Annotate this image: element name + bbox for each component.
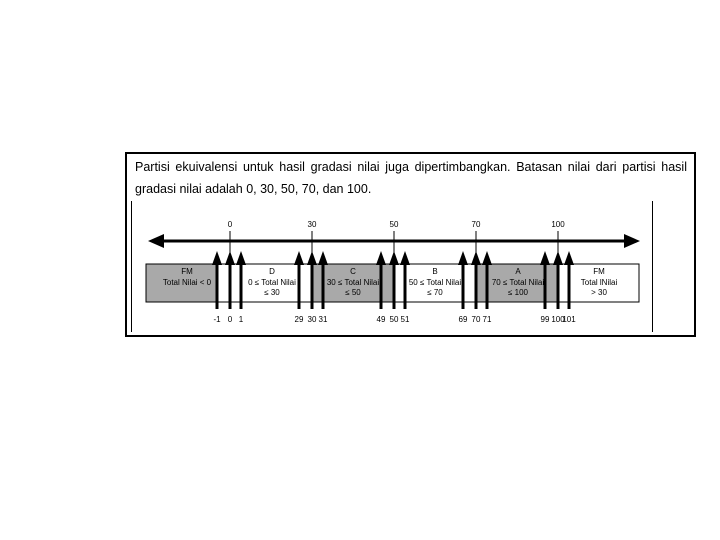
boundary-label-100: 100 (551, 220, 565, 229)
boundary-label-50: 50 (389, 220, 399, 229)
partition-range-fm-low: Total Nilai < 0 (162, 278, 212, 287)
test-value-label: 1 (238, 315, 244, 324)
test-value-label: 0 (227, 315, 233, 324)
partition-name-fm-low: FM (181, 267, 193, 276)
partition-bound-fm-high: > 30 (591, 288, 607, 297)
content-frame (125, 152, 696, 337)
boundary-label-70: 70 (471, 220, 481, 229)
partition-diagram-svg (132, 201, 654, 332)
boundary-label-0: 0 (227, 220, 233, 229)
number-line-left-arrowhead (148, 234, 164, 248)
test-arrow-head (318, 251, 328, 265)
test-arrow-head (225, 251, 235, 265)
test-arrow-head (294, 251, 304, 265)
partition-range-b: 50 ≤ Total Nilai (408, 278, 462, 287)
test-arrow-head (389, 251, 399, 265)
partition-name-b: B (432, 267, 438, 276)
test-arrow-head (307, 251, 317, 265)
partition-bound-b: ≤ 70 (427, 288, 443, 297)
test-arrow-head (553, 251, 563, 265)
boundary-label-30: 30 (307, 220, 317, 229)
test-value-label: 49 (376, 315, 386, 324)
test-arrow-head (212, 251, 222, 265)
partition-bound-a: ≤ 100 (508, 288, 528, 297)
equivalence-partition-diagram (131, 201, 653, 332)
test-arrow-head (564, 251, 574, 265)
test-arrow-head (236, 251, 246, 265)
test-value-label: 30 (307, 315, 317, 324)
partition-name-d: D (269, 267, 275, 276)
test-arrow-head (482, 251, 492, 265)
partition-range-a: 70 ≤ Total Nilai (491, 278, 545, 287)
test-value-label: 29 (294, 315, 304, 324)
test-arrow-head (540, 251, 550, 265)
partition-bound-d: ≤ 30 (264, 288, 280, 297)
number-line-right-arrowhead (624, 234, 640, 248)
test-value-label: 51 (400, 315, 410, 324)
test-value-label: 31 (318, 315, 328, 324)
partition-bound-c: ≤ 50 (345, 288, 361, 297)
partition-range-d: 0 ≤ Total Nilai (248, 278, 296, 287)
test-arrow-head (471, 251, 481, 265)
partition-name-fm-high: FM (593, 267, 605, 276)
partition-name-c: C (350, 267, 356, 276)
test-value-label: -1 (213, 315, 221, 324)
test-arrow-head (458, 251, 468, 265)
test-arrow-head (400, 251, 410, 265)
partition-name-a: A (515, 267, 521, 276)
test-value-label: 100 (551, 315, 565, 324)
test-value-label: 99 (540, 315, 550, 324)
test-value-label: 101 (562, 315, 576, 324)
test-value-label: 71 (482, 315, 492, 324)
partition-description: Partisi ekuivalensi untuk hasil gradasi nilai juga dipertimbangkan. Batasan nilai dari partisi hasil gradasi nilai adalah 0, 30, 50, 70, dan 100. (135, 160, 687, 196)
partition-range-c: 30 ≤ Total Nilai (326, 278, 380, 287)
test-value-label: 50 (389, 315, 399, 324)
test-value-label: 70 (471, 315, 481, 324)
test-value-label: 69 (458, 315, 468, 324)
test-arrow-head (376, 251, 386, 265)
partition-range-fm-high: Total lNilai (580, 278, 618, 287)
